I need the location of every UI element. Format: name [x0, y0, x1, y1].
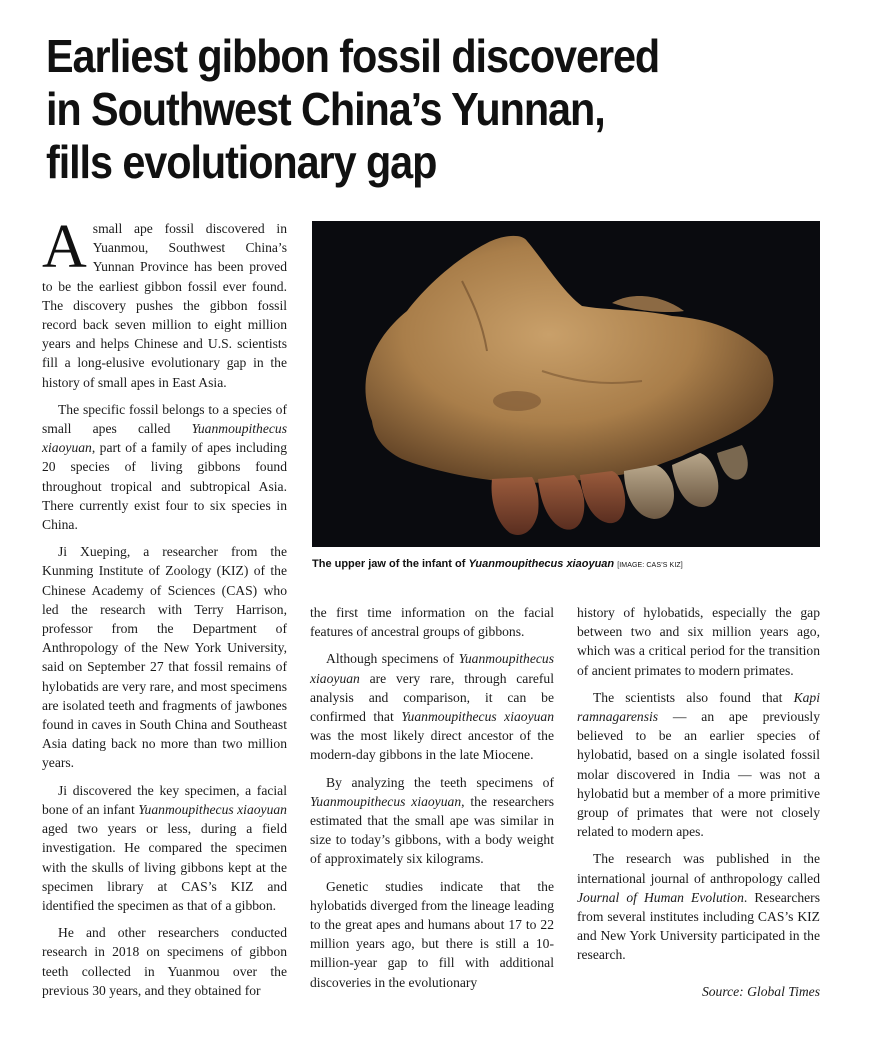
paragraph-3: Ji Xueping, a researcher from the Kunming Institute of Zoology (KIZ) of the Chinese Academy of Sciences (CAS) who led the research with Terry Harrison, professor from the Department of Anthropology of the New York University, said on September 27 that fossil remains of hylobatids are very rare, and most specimens are isolated teeth and fragments of jawbones found in caves in South China and Southeast Asia dating back no more than two million years.	[42, 544, 287, 771]
fossil-jaw-image	[312, 221, 820, 547]
paragraph-10: history of hylobatids, especially the gap between two and six million years ago, which was a critical period for the transition of ancient primates to modern primates.	[577, 605, 820, 678]
paragraph-11: The scientists also found that Kapi ramnagarensis — an ape previously believed to be an earlier species of hylobatid, based on a single isolated fossil molar discovered in India — was not a hylobatid but a member of a more primitive group of primates that were not closely related to modern apes.	[577, 689, 820, 840]
headline	[46, 30, 826, 189]
paragraph-1: Asmall ape fossil discovered in Yuanmou, Southwest China’s Yunnan Province has been proved to be the earliest gibbon fossil ever found. The discovery pushes the gibbon fossil record back seven million to eight million years and helps Chinese and U.S. scientists fill a long-elusive evolutionary gap in the history of small apes in East Asia.	[42, 213, 287, 390]
drop-cap: A	[42, 213, 87, 281]
paragraph-5: He and other researchers conducted research in 2018 on specimens of gibbon teeth collected in Yuanmou over the previous 30 years, and they obtained for	[42, 925, 287, 998]
article-column-1	[42, 213, 287, 1008]
fossil-jaw-photo	[312, 221, 820, 547]
paragraph-9: Genetic studies indicate that the hylobatids diverged from the lineage leading to the great apes and humans about 17 to 22 million years ago, but there is still a 10-million-year gap to fill with additional discoveries in the evolutionary	[310, 878, 554, 990]
source-credit: Source: Global Times	[701, 984, 820, 999]
paragraph-4: Ji discovered the key specimen, a facial bone of an infant Yuanmoupithecus xiaoyuan aged two years or less, during a field investigation. He compared the specimen with the skulls of living gibbons kept at the specimen library at CAS’s KIZ and identified the specimen as that of a gibbon.	[42, 782, 287, 913]
article-column-2	[310, 603, 554, 1000]
headline-line-1: Earliest gibbon fossil discovered	[46, 30, 660, 82]
headline-line-2: in Southwest China’s Yunnan,	[46, 83, 605, 135]
paragraph-8: By analyzing the teeth specimens of Yuanmoupithecus xiaoyuan, the researchers estimated that the small ape was similar in size to today’s gibbons, with a body weight of approximately six kilograms.	[310, 774, 554, 867]
paragraph-12: The research was published in the international journal of anthropology called Journal of Human Evolution. Researchers from several institutes including CAS’s KIZ and New York University participated in the research.	[577, 851, 821, 963]
article-column-3	[577, 603, 820, 973]
paragraph-7: Although specimens of Yuanmoupithecus xiaoyuan are very rare, through careful analysis and comparison, it can be confirmed that Yuanmoupithecus xiaoyuan was the most likely direct ancestor of the modern-day gibbons in the late Miocene.	[310, 651, 554, 763]
photo-credit: [IMAGE: CAS’S KIZ]	[617, 562, 683, 569]
paragraph-6: the first time information on the facial features of ancestral groups of gibbons.	[310, 605, 554, 640]
headline-line-3: fills evolutionary gap	[46, 136, 437, 188]
paragraph-2: The specific fossil belongs to a species of small apes called Yuanmoupithecus xiaoyuan, part of a family of apes including 20 species of living gibbons found throughout tropical and subtropical Asia. There currently exist four to six species in China.	[42, 401, 287, 533]
photo-caption: The upper jaw of the infant of Yuanmoupithecus xiaoyuan [IMAGE: CAS’S KIZ]	[312, 558, 683, 570]
